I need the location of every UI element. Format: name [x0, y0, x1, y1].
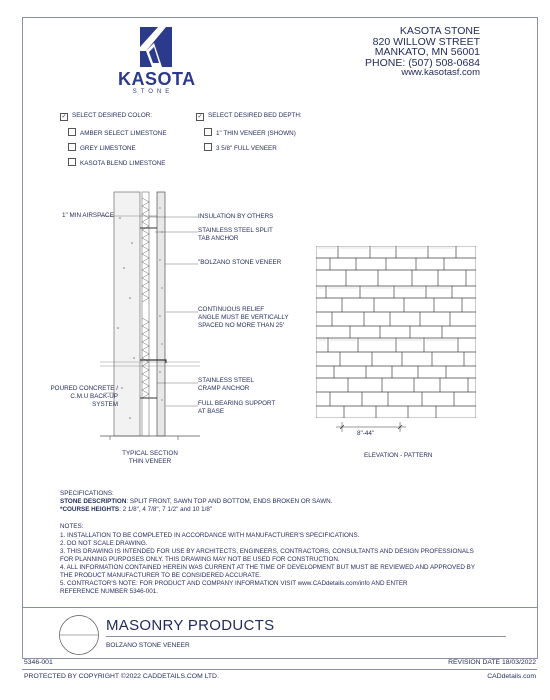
- airspace-label: 1" MIN AIRSPACE: [62, 212, 114, 219]
- backup-label: POURED CONCRETE / C.M.U BACK-UP SYSTEM: [50, 385, 118, 408]
- depth-option: 3 5/8" FULL VENEER: [216, 145, 277, 152]
- notes-title: NOTES:: [60, 523, 84, 530]
- note-line: 1. INSTALLATION TO BE COMPLETED IN ACCORDANCE WITH MANUFACTURER'S SPECIFICATIONS.: [60, 532, 360, 539]
- footer-divider: [22, 669, 537, 670]
- depth-title: SELECT DESIRED BED DEPTH:: [208, 112, 302, 119]
- specs-title: SPECIFICATIONS:: [60, 490, 114, 497]
- note-line: 2. DO NOT SCALE DRAWING.: [60, 540, 148, 547]
- notes: [60, 523, 475, 596]
- section-label: TAB ANCHOR: [198, 235, 239, 242]
- section-label: STAINLESS STEEL SPLIT: [198, 227, 273, 234]
- course-heights: : 2 1/8", 4 7/8", 7 1/2" and 10 1/8": [119, 506, 213, 513]
- checkbox-amber[interactable]: [68, 128, 76, 136]
- kasota-logo: [118, 25, 196, 100]
- note-line: THE PRODUCT MANUFACTURER TO BE CONSIDERED ACCURATE.: [60, 572, 262, 579]
- logo-mark-icon: [118, 25, 188, 75]
- logo-text: KASOTA: [118, 69, 196, 89]
- stone-description-label: STONE DESCRIPTION: [60, 498, 127, 505]
- color-option: AMBER SELECT LIMESTONE: [80, 130, 167, 137]
- title-circle-icon: [58, 614, 100, 656]
- note-line: FOR PLANNING PURPOSES ONLY. THIS DRAWING MAY NOT BE USED FOR CONSTRUCTION.: [60, 556, 340, 563]
- caddetails-link[interactable]: CADdetails.com: [487, 673, 536, 680]
- copyright-notice: PROTECTED BY COPYRIGHT ©2022 CADDETAILS.COM LTD.: [24, 673, 219, 680]
- depth-option: 1" THIN VENEER (SHOWN): [216, 130, 296, 137]
- color-selection: [60, 112, 167, 168]
- section-label: CONTINUOUS RELIEF: [198, 306, 265, 313]
- section-label: CRAMP ANCHOR: [198, 385, 250, 392]
- company-street: 820 WILLOW STREET: [372, 35, 480, 48]
- revision-date: REVISION DATE 18/03/2022: [448, 659, 536, 666]
- checkbox-blend[interactable]: [68, 158, 76, 166]
- section-label: FULL BEARING SUPPORT: [198, 400, 276, 407]
- check-icon[interactable]: ✓: [61, 114, 67, 120]
- color-title: SELECT DESIRED COLOR:: [72, 112, 153, 119]
- note-line: REFERENCE NUMBER 5346-001.: [60, 588, 158, 595]
- section-label: INSULATION BY OTHERS: [198, 213, 274, 220]
- company-info: [365, 26, 480, 79]
- note-line: 4. ALL INFORMATION CONTAINED HEREIN WAS CURRENT AT THE TIME OF DEVELOPMENT BUT MUST BE REVIEWED AND APPROVED BY: [60, 564, 476, 571]
- note-line: 5. CONTRACTOR'S NOTE: FOR PRODUCT AND COMPANY INFORMATION VISIT www.CADdetails.com/info AND ENTER: [60, 580, 408, 587]
- section-label: "BOLZANO STONE VENEER: [198, 259, 282, 266]
- check-icon[interactable]: ✓: [197, 114, 203, 120]
- course-heights-label: *COURSE HEIGHTS: [60, 506, 120, 513]
- section-label: AT BASE: [198, 408, 225, 415]
- title-underline: [106, 636, 506, 637]
- checkbox-full[interactable]: [204, 143, 212, 151]
- page-subtitle: BOLZANO STONE VENEER: [106, 642, 190, 649]
- section-label: SPACED NO MORE THAN 25': [198, 322, 284, 329]
- color-option: GREY LIMESTONE: [80, 145, 136, 152]
- section-label: STAINLESS STEEL: [198, 377, 254, 384]
- color-option: KASOTA BLEND LIMESTONE: [80, 160, 166, 167]
- dimension-label: 8"-44": [357, 430, 375, 437]
- page-title: MASONRY PRODUCTS: [106, 617, 275, 634]
- depth-selection: [196, 112, 302, 153]
- title-block-divider: [22, 607, 537, 608]
- section-caption: TYPICAL SECTION THIN VENEER: [122, 450, 178, 465]
- company-phone: PHONE: (507) 508-0684: [365, 56, 480, 69]
- logo-subtext: STONE: [132, 89, 174, 95]
- elevation-caption: ELEVATION - PATTERN: [364, 452, 433, 459]
- company-name: KASOTA STONE: [399, 25, 480, 37]
- checkbox-grey[interactable]: [68, 143, 76, 151]
- specifications: [60, 490, 332, 514]
- section-label: ANGLE MUST BE VERTICALLY: [198, 314, 289, 321]
- checkbox-thin[interactable]: [204, 128, 212, 136]
- section-drawing: [100, 188, 200, 448]
- company-website[interactable]: www.kasotasf.com: [401, 67, 480, 79]
- stone-description: : SPLIT FRONT, SAWN TOP AND BOTTOM, ENDS BROKEN OR SAWN.: [126, 498, 333, 505]
- company-city: MANKATO, MN 56001: [374, 46, 480, 59]
- elevation-pattern: [316, 246, 476, 418]
- note-line: 3. THIS DRAWING IS INTENDED FOR USE BY ARCHITECTS, ENGINEERS, CONTRACTORS, CONSULTANTS AND DESIGN PROFESSIONALS: [60, 548, 474, 555]
- reference-number: 5346-001: [24, 659, 53, 666]
